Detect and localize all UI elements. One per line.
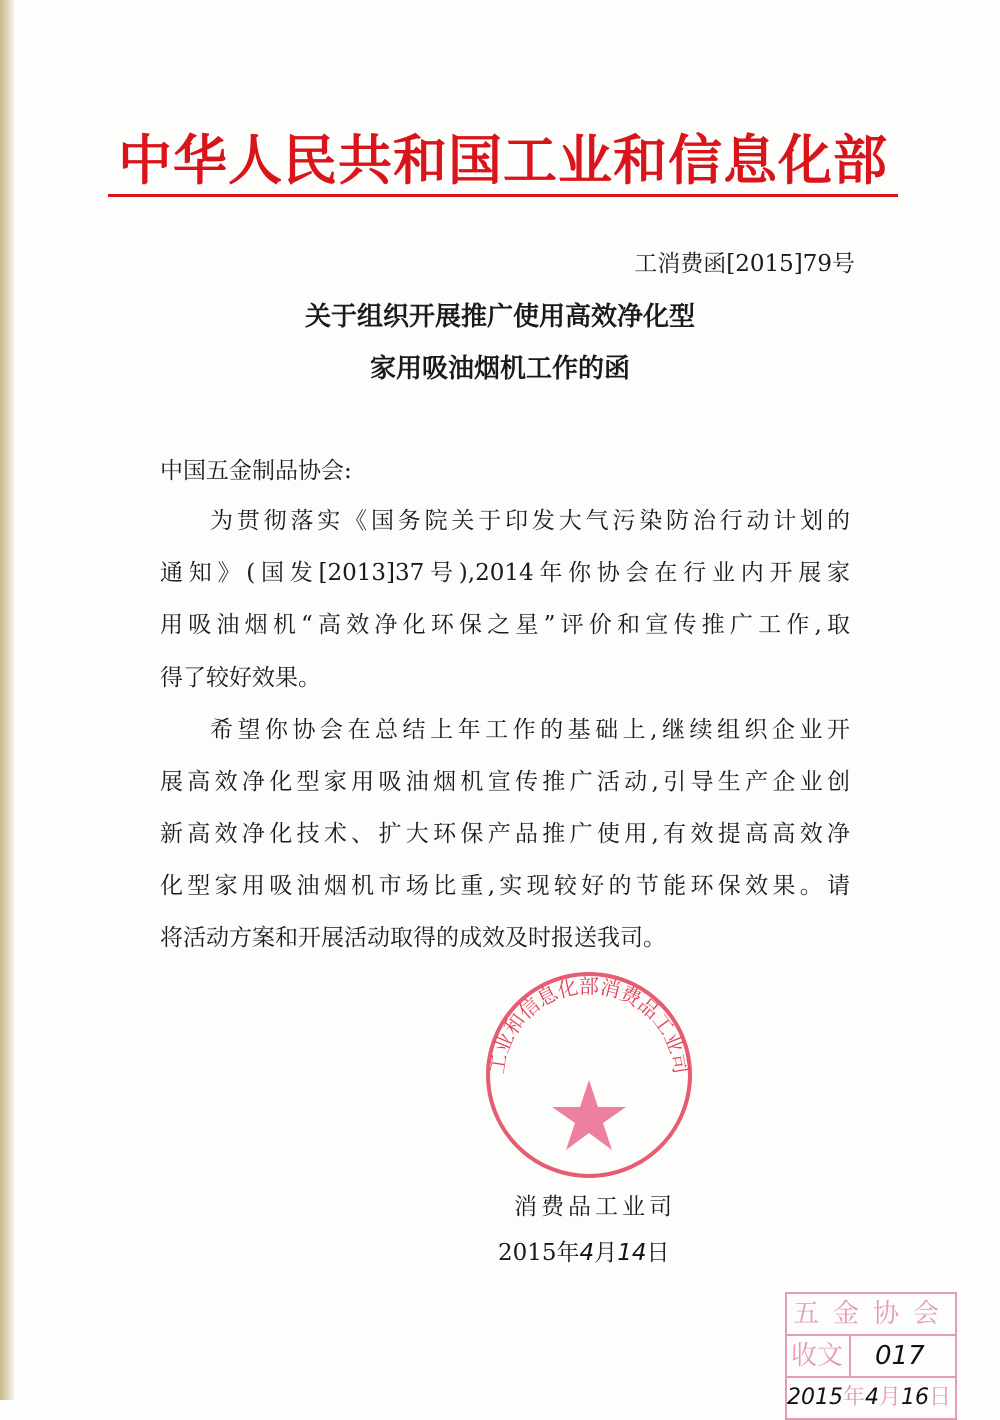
title-line-2: 家用吸油烟机工作的函: [369, 354, 630, 384]
signature-date: [498, 1238, 669, 1268]
date-year: 2015年: [498, 1240, 580, 1266]
receipt-date: [787, 1378, 955, 1418]
seal-star-icon: [552, 1080, 626, 1150]
signature-dept: 消费品工业司: [514, 1194, 676, 1220]
body-line: 展高效净化型家用吸油烟机宣传推广活动,引导生产企业创: [160, 769, 850, 795]
salutation: 中国五金制品协会:: [160, 458, 352, 484]
receipt-label: 收文: [787, 1336, 851, 1376]
body-line: 通知》(国发[2013]37号),2014年你协会在行业内开展家: [160, 560, 850, 586]
red-rule: [108, 194, 898, 197]
date-day-unit: 日: [646, 1240, 670, 1266]
receipt-month-unit: 月: [879, 1385, 902, 1410]
receipt-year-unit: 年: [843, 1385, 866, 1410]
date-month-unit: 月: [594, 1240, 618, 1266]
receipt-day: 16: [901, 1385, 930, 1410]
receipt-number: 017: [875, 1341, 925, 1371]
body-line: 化型家用吸油烟机市场比重,实现较好的节能环保效果。请: [160, 873, 850, 899]
title-line-1: 关于组织开展推广使用高效净化型: [304, 302, 695, 332]
body-line: 将活动方案和开展活动取得的成效及时报送我司。: [160, 925, 666, 951]
date-month: 4: [579, 1240, 595, 1266]
document-number: 工消费函[2015]79号: [634, 251, 855, 277]
body-line: 得了较好效果。: [160, 665, 321, 691]
seal-text: 工业和信息化部消费品工业司: [484, 974, 694, 1076]
svg-text:工业和信息化部消费品工业司: [485, 974, 694, 1075]
official-seal: [484, 970, 694, 1180]
body-line: 为贯彻落实《国务院关于印发大气污染防治行动计划的: [210, 508, 850, 534]
receipt-stamp: [785, 1292, 957, 1420]
receipt-org: 五金协会: [787, 1294, 955, 1336]
date-day: 14: [617, 1240, 647, 1266]
receipt-month: 4: [865, 1385, 880, 1410]
body-line: 新高效净化技术、扩大环保产品推广使用,有效提高高效净: [160, 821, 850, 847]
receipt-number-row: [787, 1336, 955, 1378]
body-line: 希望你协会在总结上年工作的基础上,继续组织企业开: [210, 717, 850, 743]
receipt-year: 2015: [787, 1385, 843, 1410]
letterhead: 中华人民共和国工业和信息化部: [118, 129, 888, 192]
receipt-day-unit: 日: [929, 1385, 952, 1410]
body-line: 用吸油烟机“高效净化环保之星”评价和宣传推广工作,取: [160, 612, 850, 638]
page-edge: [0, 0, 14, 1400]
